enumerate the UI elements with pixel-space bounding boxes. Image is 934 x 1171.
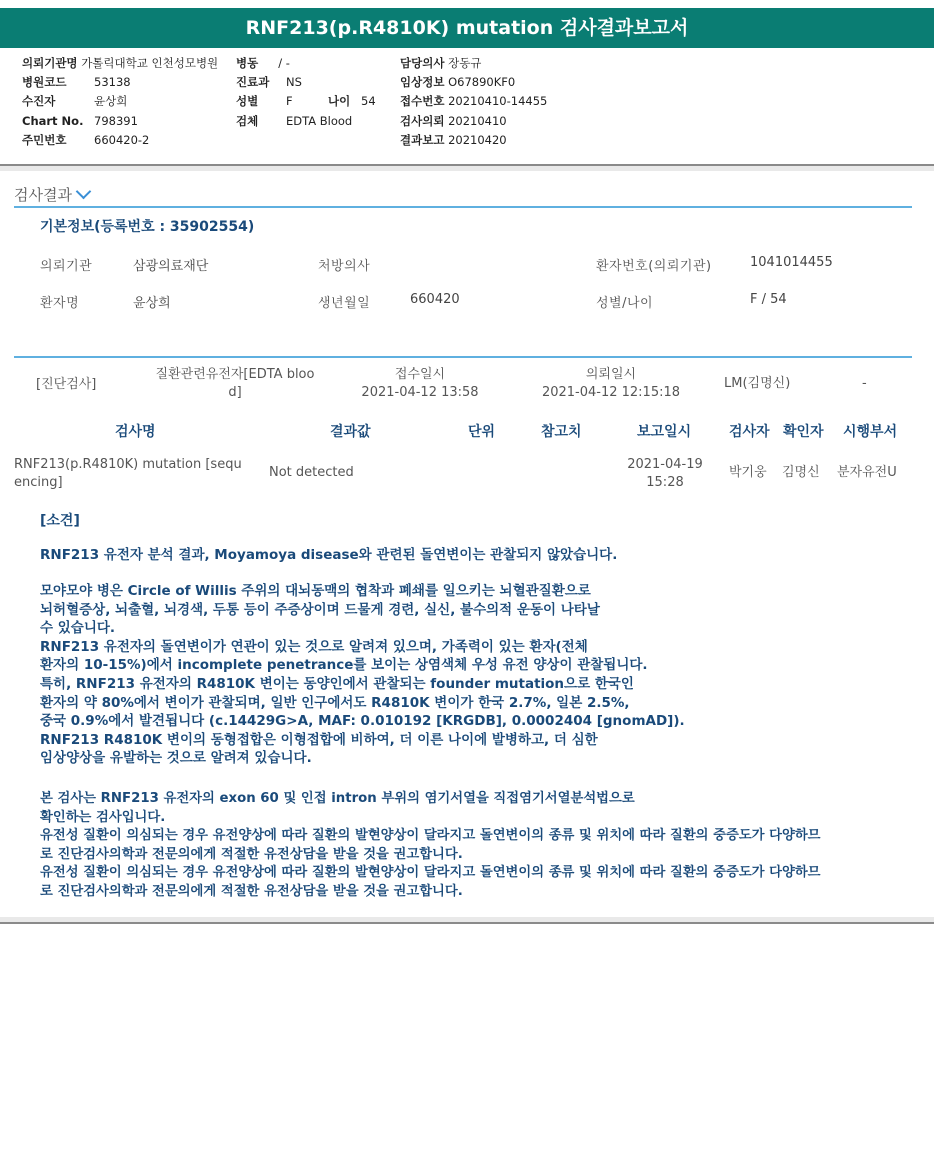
birth-value: 660420 bbox=[410, 292, 460, 307]
cell-test-name bbox=[14, 456, 264, 492]
patient-no-label: 환자번호(의뢰기관) bbox=[596, 259, 712, 274]
id-value: 660420-2 bbox=[94, 133, 150, 147]
age-label: 나이 bbox=[328, 94, 351, 108]
order-request-label: 의뢰일시 bbox=[585, 367, 637, 382]
dept-value: NS bbox=[286, 75, 302, 89]
doctor-label: 담당의사 bbox=[400, 56, 445, 70]
code-label: 병원코드 bbox=[22, 75, 67, 89]
order-receipt-label: 접수일시 bbox=[394, 367, 446, 382]
comment-background: 모야모야 병은 Circle of Willis 주위의 대뇌동맥의 협착과 폐쇄를 일으키는 뇌혈관질환으로 뇌허혈증상, 뇌출혈, 뇌경색, 두통 등이 주증상이며 드물게 경련, 실신, 불수의적 운동이 나타날 수 있습니다. RNF213 유전자의 돌연변이가 연관이 있는 것으로 알려져 있으며, 가족력이 있는 환자(전체 환자의 10-15%)에서 incomplete penetrance를 보이는 상염색체 우성 유전 양상이 관찰됩니다. 특히, RNF213 유전자의 R4810K 변이는 동양인에서 관찰되는 founder mutation으로 한국인 환자의 약 80%에서 변이가 관찰되며, 일반 인구에서도 R4810K 변이가 한국 2.7%, 일본 2.5%, 중국 0.9%에서 발견됩니다 (c.14429G>A, MAF: 0.010192 [KRGDB], 0.0002404 [gnomAD]). RNF213 R4810K 변이의 동형접합은 이형접합에 비하여, 더 이른 나이에 발병하고, 더 심한 임상양상을 유발하는 것으로 알려져 있습니다. bbox=[40, 583, 685, 767]
cell-report-date bbox=[620, 456, 710, 492]
clinical-value: O67890KF0 bbox=[448, 75, 516, 89]
receipt-label: 접수번호 bbox=[400, 94, 445, 108]
sex-label: 성별 bbox=[236, 94, 259, 108]
recipient-label: 수진자 bbox=[22, 94, 56, 108]
doctor-value: 장동규 bbox=[448, 56, 482, 70]
order-receipt-value: 2021-04-12 13:58 bbox=[361, 385, 479, 400]
results-section-title: 검사결과 bbox=[14, 186, 72, 204]
cell-dept: 분자유전U bbox=[837, 465, 897, 480]
col-header-dept: 시행부서 bbox=[843, 424, 898, 440]
cell-test-name-line2: encing] bbox=[14, 475, 63, 490]
order-request-value: 2021-04-12 12:15:18 bbox=[541, 385, 681, 400]
code-value: 53138 bbox=[94, 75, 131, 89]
cell-tester: 박기웅 bbox=[729, 465, 767, 480]
request-label: 검사의뢰 bbox=[400, 114, 445, 128]
report-title: RNF213(p.R4810K) mutation 검사결과보고서 bbox=[0, 8, 934, 48]
org-label: 의뢰기관 bbox=[40, 259, 93, 274]
age-value: 54 bbox=[361, 94, 376, 108]
chart-value: 798391 bbox=[94, 114, 138, 128]
chevron-down-icon bbox=[76, 184, 92, 200]
id-label: 주민번호 bbox=[22, 133, 67, 147]
patient-no-value: 1041014455 bbox=[750, 255, 833, 270]
col-header-confirmer: 확인자 bbox=[783, 424, 824, 440]
clinical-label: 임상정보 bbox=[400, 75, 445, 89]
comment-heading: [소견] bbox=[40, 513, 80, 529]
result-report-value: 20210420 bbox=[448, 133, 507, 147]
order-dash: - bbox=[862, 376, 867, 391]
result-report-label: 결과보고 bbox=[400, 133, 445, 147]
col-header-tester: 검사자 bbox=[729, 424, 770, 440]
col-header-report-date: 보고일시 bbox=[637, 424, 692, 440]
cell-report-date-line1: 2021-04-19 bbox=[627, 457, 703, 472]
basic-info-divider bbox=[14, 356, 912, 358]
prescriber-label: 처방의사 bbox=[318, 259, 371, 274]
recipient-value: 윤상희 bbox=[94, 94, 128, 108]
dept-label: 진료과 bbox=[236, 75, 270, 89]
chart-label: Chart No. bbox=[22, 114, 84, 128]
col-header-unit: 단위 bbox=[468, 424, 496, 440]
col-header-test-name: 검사명 bbox=[115, 424, 156, 440]
order-test-group bbox=[130, 366, 340, 402]
specimen-label: 검체 bbox=[236, 114, 259, 128]
results-section-toggle[interactable] bbox=[14, 184, 89, 205]
order-lab: LM(김명신) bbox=[724, 376, 791, 391]
col-header-reference: 참고치 bbox=[541, 424, 582, 440]
cell-result: Not detected bbox=[269, 465, 354, 480]
cell-confirmer: 김명신 bbox=[782, 465, 820, 480]
comment-summary: RNF213 유전자 분석 결과, Moyamoya disease와 관련된 돌연변이는 관찰되지 않았습니다. bbox=[40, 547, 618, 563]
basic-info-title: 기본정보(등록번호 : 35902554) bbox=[40, 219, 255, 235]
ward-value: / - bbox=[278, 56, 290, 70]
footer-divider bbox=[0, 922, 934, 924]
order-category: [진단검사] bbox=[36, 377, 97, 392]
header-divider-shadow bbox=[0, 166, 934, 171]
comment-method: 본 검사는 RNF213 유전자의 exon 60 및 인접 intron 부위의 염기서열을 직접염기서열분석법으로 확인하는 검사입니다. 유전성 질환이 의심되는 경우 유전양상에 따라 질환의 발현양상이 달라지고 돌연변이의 종류 및 위치에 따라 질환의 중증도가 다양하므 로 진단검사의학과 전문의에게 적절한 유전상담을 받을 것을 권고합니다. 유전성 질환이 의심되는 경우 유전양상에 따라 질환의 발현양상이 달라지고 돌연변이의 종류 및 위치에 따라 질환의 중증도가 다양하므 로 진단검사의학과 전문의에게 적절한 유전상담을 받을 것을 권고합니다. bbox=[40, 791, 821, 899]
sexage-label: 성별/나이 bbox=[596, 296, 654, 311]
cell-report-date-line2: 15:28 bbox=[646, 475, 684, 490]
hospital-label: 의뢰기관명 bbox=[22, 56, 78, 70]
section-divider bbox=[14, 206, 912, 208]
request-value: 20210410 bbox=[448, 114, 507, 128]
order-test-group-line2: d] bbox=[228, 385, 242, 400]
patient-name-label: 환자명 bbox=[40, 296, 80, 311]
col-header-result: 결과값 bbox=[330, 424, 371, 440]
org-value: 삼광의료재단 bbox=[133, 259, 209, 274]
hospital-value: 가톨릭대학교 인천성모병원 bbox=[81, 56, 219, 70]
order-request bbox=[530, 366, 692, 402]
sexage-value: F / 54 bbox=[750, 292, 787, 307]
cell-test-name-line1: RNF213(p.R4810K) mutation [sequ bbox=[14, 457, 242, 472]
receipt-value: 20210410-14455 bbox=[448, 94, 548, 108]
order-receipt bbox=[350, 366, 490, 402]
patient-name-value: 윤상희 bbox=[133, 296, 171, 311]
order-test-group-line1: 질환관련유전자[EDTA bloo bbox=[155, 367, 315, 382]
ward-label: 병동 bbox=[236, 56, 259, 70]
sex-value: F bbox=[286, 94, 293, 108]
specimen-value: EDTA Blood bbox=[286, 114, 353, 128]
birth-label: 생년월일 bbox=[318, 296, 371, 311]
